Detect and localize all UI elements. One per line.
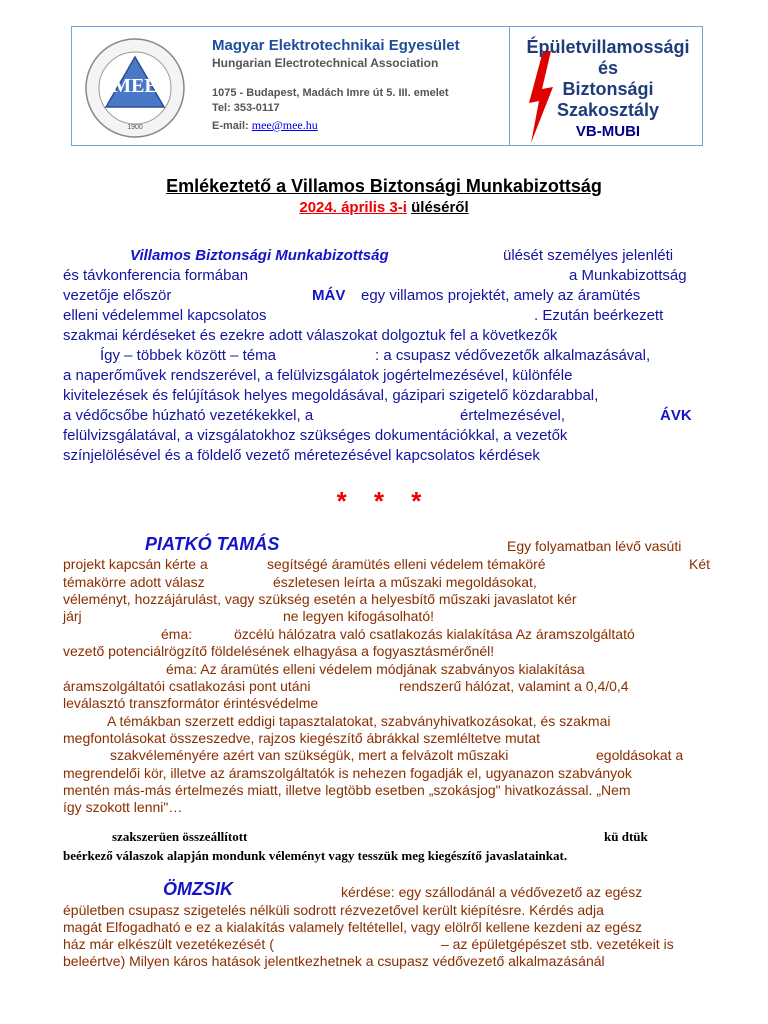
- intro-line: a Munkabizottság: [569, 267, 687, 284]
- intro-line: felülvizsgálatával, a vizsgálatokhoz szükséges dokumentációkkal, a vezetők: [63, 427, 568, 444]
- section1-line: témakörre adott válasz: [63, 574, 205, 590]
- page-title: Emlékeztető a Villamos Biztonsági Munkabizottság: [166, 176, 602, 196]
- subtitle-rest: üléséről: [411, 199, 469, 216]
- logo-year: 1900: [127, 124, 143, 131]
- section1-line: egoldásokat a: [596, 747, 684, 763]
- speaker-name: PIATKÓ TAMÁS: [145, 534, 280, 554]
- section1-line: Egy folyamatban lévő vasúti: [507, 538, 682, 554]
- section-tag: VB-MUBI: [575, 123, 641, 140]
- section-name-line3: Biztonsági: [562, 79, 654, 99]
- org-address: 1075 - Budapest, Madách Imre út 5. III. emelet: [212, 87, 449, 99]
- section1-line: éma:: [161, 626, 193, 642]
- note-line: szakszerüen összeállított: [112, 829, 248, 844]
- section1-line: mentén más-más értelmezés miatt, illetve legtöbb esetben „szokásjog" hivatkozással. „Nem: [63, 782, 631, 798]
- intro-line: a védőcsőbe húzható vezetékekkel, a: [63, 407, 314, 424]
- mav-label: MÁV: [312, 287, 346, 304]
- section1-line: így szokott lenni"…: [63, 799, 183, 815]
- intro-line: és távkonferencia formában: [63, 267, 249, 284]
- section-separator: * * *: [336, 486, 432, 516]
- header-divider: [509, 27, 510, 145]
- section2-line: kérdése: egy szállodánál a védővezető az egész: [341, 884, 643, 900]
- intro-line: Így – többek között – téma: [100, 347, 276, 364]
- intro-line: : a csupasz védővezetők alkalmazásával,: [375, 347, 651, 364]
- intro-line: értelmezésével,: [460, 407, 566, 424]
- intro-line: a naperőművek rendszerével, a felülvizsgálatok jogértelmezésével, különféle: [63, 367, 573, 384]
- section1-line: Két: [689, 556, 711, 572]
- section1-line: szakvéleményére azért van szükségük, mert a felvázolt műszaki: [110, 747, 509, 763]
- section2-line: ház már elkészült vezetékezését (: [63, 936, 274, 952]
- letterhead: [71, 26, 703, 146]
- meeting-date: 2024. április 3-i: [299, 199, 407, 216]
- section2-line: épületben csupasz szigetelés nélküli sodrott rézvezetővel került kiépítésre. Kérdés adja: [63, 902, 604, 918]
- note-line: beérkező válaszok alapján mondunk véleményt vagy tesszük meg kiegészítő javaslatainkat.: [63, 848, 568, 863]
- section2-line: magát Elfogadható e ez a kialakítás valamely feltétellel, vagy elölről kellene kezdeni az egész: [63, 919, 642, 935]
- page-subtitle: [0, 199, 768, 216]
- email-link[interactable]: mee@mee.hu: [251, 118, 318, 132]
- section-name-line4: Szakosztály: [556, 100, 660, 120]
- logo-text: MEE: [112, 75, 158, 97]
- section1-line: projekt kapcsán kérte a: [63, 556, 208, 572]
- speaker-name: ÖMZSIK: [163, 879, 233, 899]
- section1-line: özcélú hálózatra való csatlakozás kialakítása Az áramszolgáltató: [234, 626, 635, 642]
- org-name: Magyar Elektrotechnikai Egyesület: [212, 37, 460, 54]
- avk-label: ÁVK: [660, 407, 692, 424]
- section1-line: megrendelői kör, illetve az áramszolgáltatók is nehezen fogadják el, ugyanazon szabványok: [63, 765, 632, 781]
- section1-line: megfontolásokat összeszedve, rajzos kiegészítő ábrákkal szemléltetve mutat: [63, 730, 541, 746]
- section-name-line1: Épületvillamossági: [526, 37, 690, 57]
- intro-line: színjelölésével és a földelő vezető méretezésével kapcsolatos kérdések: [63, 447, 540, 464]
- intro-line: kivitelezések és felújítások helyes megoldásával, gázipari szigetelő közdarabbal,: [63, 387, 599, 404]
- note-line: kü dtük: [604, 829, 648, 844]
- section1-line: rendszerű hálózat, valamint a 0,4/0,4: [399, 678, 629, 694]
- section1-line: véleményt, hozzájárulást, vagy szükség esetén a helyesbítő műszaki javaslatot kér: [63, 591, 577, 607]
- intro-line: egy villamos projektét, amely az áramütés: [361, 287, 641, 304]
- committee-name: Villamos Biztonsági Munkabizottság: [130, 247, 389, 264]
- section1-line: segítségé áramütés elleni védelem témaköré: [267, 556, 546, 572]
- section2-line: beleértve) Milyen káros hatások jelentkezhetnek a csupasz védővezető alkalmazásánál: [63, 953, 605, 969]
- section-name-line2: és: [597, 58, 619, 78]
- section2-line: – az épületgépészet stb. vezetékeit is: [441, 936, 674, 952]
- section1-line: észletesen leírta a műszaki megoldásokat,: [273, 574, 537, 590]
- mee-logo: [84, 37, 186, 139]
- section1-line: leválasztó transzformátor érintésvédelme: [63, 695, 319, 711]
- email-label: E-mail:: [212, 120, 252, 132]
- intro-line: szakmai kérdéseket és ezekre adott válaszokat dolgoztuk fel a következők: [63, 327, 558, 344]
- section1-line: vezető potenciálrögzítő földelésének elhagyása a fogyasztásmérőnél!: [63, 643, 495, 659]
- section1-line: áramszolgáltatói csatlakozási pont utáni: [63, 678, 311, 694]
- section1-line: éma: Az áramütés elleni védelem módjának szabványos kialakítása: [166, 661, 585, 677]
- intro-line: elleni védelemmel kapcsolatos: [63, 307, 267, 324]
- section1-line: járj: [63, 608, 82, 624]
- org-email-line: [212, 118, 318, 133]
- org-phone: Tel: 353-0117: [212, 102, 280, 114]
- org-name-en: Hungarian Electrotechnical Association: [212, 56, 439, 70]
- intro-line: ülését személyes jelenléti: [503, 247, 674, 264]
- section1-line: A témákban szerzett eddigi tapasztalatokat, szabványhivatkozásokat, és szakmai: [107, 713, 611, 729]
- section1-line: ne legyen kifogásolható!: [283, 608, 434, 624]
- intro-line: vezetője először: [63, 287, 172, 304]
- intro-line: . Ezután beérkezett: [534, 307, 664, 324]
